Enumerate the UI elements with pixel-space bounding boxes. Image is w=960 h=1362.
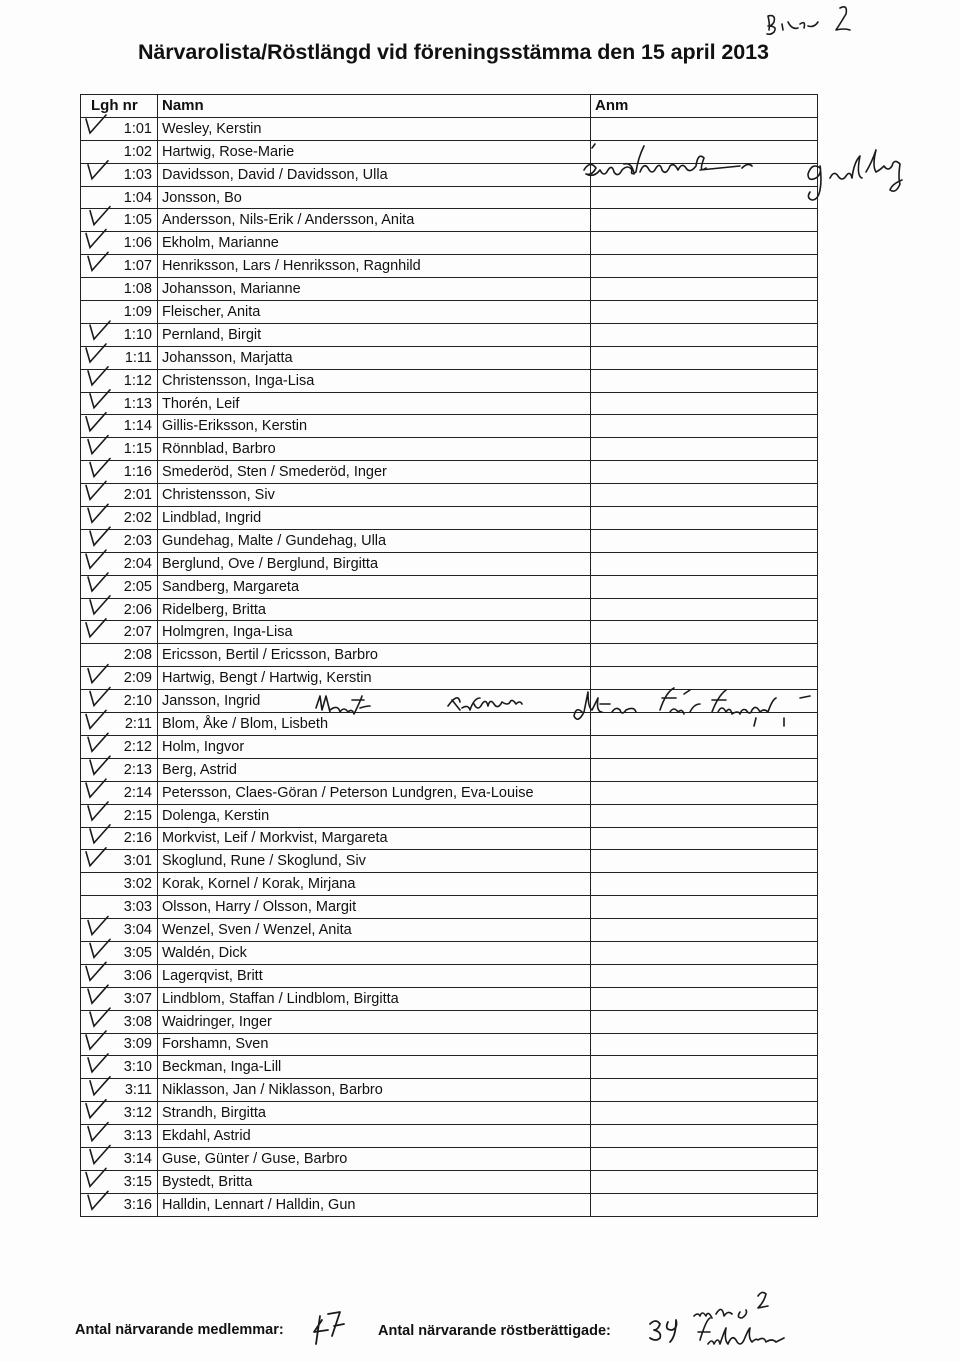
name-cell: Pernland, Birgit xyxy=(158,323,591,346)
lgh-nr-cell: 2:05 xyxy=(81,575,158,598)
lgh-nr-cell: 3:14 xyxy=(81,1147,158,1170)
lgh-nr-cell: 3:15 xyxy=(81,1170,158,1193)
anm-cell xyxy=(591,598,818,621)
column-header-namn: Namn xyxy=(158,95,591,118)
name-cell: Ericsson, Bertil / Ericsson, Barbro xyxy=(158,644,591,667)
table-row xyxy=(81,1170,818,1193)
table-row xyxy=(81,713,818,736)
table-row xyxy=(81,461,818,484)
name-cell: Lindblad, Ingrid xyxy=(158,507,591,530)
name-cell: Olsson, Harry / Olsson, Margit xyxy=(158,896,591,919)
page-title: Närvarolista/Röstlängd vid föreningsstämma den 15 april 2013 xyxy=(138,40,769,64)
anm-cell xyxy=(591,507,818,530)
anm-cell xyxy=(591,140,818,163)
anm-cell xyxy=(591,209,818,232)
table-row xyxy=(81,392,818,415)
name-cell: Gillis-Eriksson, Kerstin xyxy=(158,415,591,438)
anm-cell xyxy=(591,941,818,964)
anm-cell xyxy=(591,186,818,209)
anm-cell xyxy=(591,644,818,667)
name-cell: Christensson, Siv xyxy=(158,484,591,507)
name-cell: Skoglund, Rune / Skoglund, Siv xyxy=(158,850,591,873)
name-cell: Blom, Åke / Blom, Lisbeth xyxy=(158,713,591,736)
lgh-nr-cell: 1:16 xyxy=(81,461,158,484)
name-cell: Hartwig, Bengt / Hartwig, Kerstin xyxy=(158,667,591,690)
lgh-nr-cell: 3:07 xyxy=(81,987,158,1010)
lgh-nr-cell: 2:07 xyxy=(81,621,158,644)
table-row xyxy=(81,1125,818,1148)
anm-cell xyxy=(591,1102,818,1125)
table-row xyxy=(81,209,818,232)
name-cell: Jonsson, Bo xyxy=(158,186,591,209)
anm-cell xyxy=(591,552,818,575)
table-row xyxy=(81,781,818,804)
lgh-nr-cell: 3:12 xyxy=(81,1102,158,1125)
table-row xyxy=(81,987,818,1010)
name-cell: Dolenga, Kerstin xyxy=(158,804,591,827)
name-cell: Niklasson, Jan / Niklasson, Barbro xyxy=(158,1079,591,1102)
name-cell: Smederöd, Sten / Smederöd, Inger xyxy=(158,461,591,484)
anm-cell xyxy=(591,369,818,392)
lgh-nr-cell: 1:06 xyxy=(81,232,158,255)
name-cell: Waldén, Dick xyxy=(158,941,591,964)
lgh-nr-cell: 3:10 xyxy=(81,1056,158,1079)
table-row xyxy=(81,827,818,850)
lgh-nr-cell: 3:13 xyxy=(81,1125,158,1148)
table-row xyxy=(81,484,818,507)
table-row xyxy=(81,117,818,140)
lgh-nr-cell: 2:01 xyxy=(81,484,158,507)
lgh-nr-cell: 2:03 xyxy=(81,529,158,552)
anm-cell xyxy=(591,1125,818,1148)
anm-cell xyxy=(591,278,818,301)
anm-cell xyxy=(591,438,818,461)
table-row xyxy=(81,529,818,552)
anm-cell xyxy=(591,758,818,781)
name-cell: Strandh, Birgitta xyxy=(158,1102,591,1125)
lgh-nr-cell: 1:10 xyxy=(81,323,158,346)
anm-cell xyxy=(591,415,818,438)
name-cell: Ridelberg, Britta xyxy=(158,598,591,621)
lgh-nr-cell: 2:14 xyxy=(81,781,158,804)
name-cell: Christensson, Inga-Lisa xyxy=(158,369,591,392)
name-cell: Henriksson, Lars / Henriksson, Ragnhild xyxy=(158,255,591,278)
anm-cell xyxy=(591,1033,818,1056)
name-cell: Davidsson, David / Davidsson, Ulla xyxy=(158,163,591,186)
name-cell: Gundehag, Malte / Gundehag, Ulla xyxy=(158,529,591,552)
name-cell: Ekholm, Marianne xyxy=(158,232,591,255)
column-header-lgh-nr: Lgh nr xyxy=(81,95,158,118)
lgh-nr-cell: 2:13 xyxy=(81,758,158,781)
lgh-nr-cell: 1:04 xyxy=(81,186,158,209)
anm-cell xyxy=(591,232,818,255)
anm-cell xyxy=(591,735,818,758)
lgh-nr-cell: 3:08 xyxy=(81,1010,158,1033)
table-row xyxy=(81,1033,818,1056)
lgh-nr-cell: 1:15 xyxy=(81,438,158,461)
name-cell: Wenzel, Sven / Wenzel, Anita xyxy=(158,919,591,942)
name-cell: Johansson, Marjatta xyxy=(158,346,591,369)
table-row xyxy=(81,964,818,987)
table-row xyxy=(81,1193,818,1216)
name-cell: Holmgren, Inga-Lisa xyxy=(158,621,591,644)
anm-cell xyxy=(591,323,818,346)
name-cell: Fleischer, Anita xyxy=(158,301,591,324)
lgh-nr-cell: 2:09 xyxy=(81,667,158,690)
lgh-nr-cell: 2:16 xyxy=(81,827,158,850)
name-cell: Hartwig, Rose-Marie xyxy=(158,140,591,163)
anm-cell xyxy=(591,850,818,873)
lgh-nr-cell: 3:09 xyxy=(81,1033,158,1056)
anm-cell xyxy=(591,1170,818,1193)
name-cell: Guse, Günter / Guse, Barbro xyxy=(158,1147,591,1170)
anm-cell xyxy=(591,301,818,324)
lgh-nr-cell: 1:02 xyxy=(81,140,158,163)
table-row xyxy=(81,644,818,667)
lgh-nr-cell: 1:05 xyxy=(81,209,158,232)
lgh-nr-cell: 2:10 xyxy=(81,690,158,713)
anm-cell xyxy=(591,987,818,1010)
name-cell: Petersson, Claes-Göran / Peterson Lundgren, Eva-Louise xyxy=(158,781,591,804)
lgh-nr-cell: 1:13 xyxy=(81,392,158,415)
lgh-nr-cell: 1:07 xyxy=(81,255,158,278)
lgh-nr-cell: 3:01 xyxy=(81,850,158,873)
anm-handwritten-note-2 xyxy=(808,150,902,200)
name-cell: Halldin, Lennart / Halldin, Gun xyxy=(158,1193,591,1216)
name-cell: Thorén, Leif xyxy=(158,392,591,415)
table-row xyxy=(81,758,818,781)
table-row xyxy=(81,690,818,713)
anm-cell xyxy=(591,873,818,896)
name-cell: Berglund, Ove / Berglund, Birgitta xyxy=(158,552,591,575)
members-present-label: Antal närvarande medlemmar: xyxy=(75,1322,284,1338)
table-row xyxy=(81,552,818,575)
name-cell: Forshamn, Sven xyxy=(158,1033,591,1056)
corner-scribble xyxy=(767,7,850,34)
name-cell: Berg, Astrid xyxy=(158,758,591,781)
name-cell: Lindblom, Staffan / Lindblom, Birgitta xyxy=(158,987,591,1010)
lgh-nr-cell: 2:11 xyxy=(81,713,158,736)
table-row xyxy=(81,919,818,942)
anm-cell xyxy=(591,529,818,552)
table-row xyxy=(81,323,818,346)
anm-cell xyxy=(591,461,818,484)
anm-cell xyxy=(591,117,818,140)
anm-cell xyxy=(591,1193,818,1216)
anm-cell xyxy=(591,804,818,827)
table-row xyxy=(81,575,818,598)
anm-cell xyxy=(591,163,818,186)
lgh-nr-cell: 3:04 xyxy=(81,919,158,942)
table-row xyxy=(81,255,818,278)
lgh-nr-cell: 3:11 xyxy=(81,1079,158,1102)
table-row xyxy=(81,278,818,301)
lgh-nr-cell: 3:05 xyxy=(81,941,158,964)
anm-cell xyxy=(591,1056,818,1079)
table-row xyxy=(81,804,818,827)
table-header-row xyxy=(81,95,818,118)
table-row xyxy=(81,1056,818,1079)
table-row xyxy=(81,735,818,758)
anm-cell xyxy=(591,621,818,644)
name-cell: Waidringer, Inger xyxy=(158,1010,591,1033)
anm-cell xyxy=(591,964,818,987)
lgh-nr-cell: 2:02 xyxy=(81,507,158,530)
anm-cell xyxy=(591,575,818,598)
table-row xyxy=(81,163,818,186)
anm-cell xyxy=(591,781,818,804)
name-cell: Sandberg, Margareta xyxy=(158,575,591,598)
lgh-nr-cell: 1:12 xyxy=(81,369,158,392)
lgh-nr-cell: 2:06 xyxy=(81,598,158,621)
footer-handwritten-note xyxy=(694,1292,784,1344)
name-cell: Rönnblad, Barbro xyxy=(158,438,591,461)
table-row xyxy=(81,415,818,438)
table-row xyxy=(81,873,818,896)
anm-cell xyxy=(591,1147,818,1170)
lgh-nr-cell: 1:01 xyxy=(81,117,158,140)
voters-count-handwritten xyxy=(650,1320,677,1342)
name-cell: Lagerqvist, Britt xyxy=(158,964,591,987)
attendance-table-body xyxy=(81,117,818,1216)
lgh-nr-cell: 3:06 xyxy=(81,964,158,987)
name-cell: Bystedt, Britta xyxy=(158,1170,591,1193)
members-count-handwritten xyxy=(314,1312,344,1344)
table-row xyxy=(81,186,818,209)
table-row xyxy=(81,232,818,255)
lgh-nr-cell: 1:14 xyxy=(81,415,158,438)
attendance-table xyxy=(80,94,818,1217)
anm-cell xyxy=(591,255,818,278)
name-cell: Holm, Ingvor xyxy=(158,735,591,758)
anm-cell xyxy=(591,919,818,942)
name-cell: Korak, Kornel / Korak, Mirjana xyxy=(158,873,591,896)
lgh-nr-cell: 2:12 xyxy=(81,735,158,758)
table-row xyxy=(81,346,818,369)
anm-cell xyxy=(591,667,818,690)
lgh-nr-cell: 1:08 xyxy=(81,278,158,301)
table-row xyxy=(81,1102,818,1125)
name-cell: Morkvist, Leif / Morkvist, Margareta xyxy=(158,827,591,850)
table-row xyxy=(81,438,818,461)
lgh-nr-cell: 2:08 xyxy=(81,644,158,667)
table-row xyxy=(81,598,818,621)
lgh-nr-cell: 2:04 xyxy=(81,552,158,575)
table-row xyxy=(81,507,818,530)
name-cell: Wesley, Kerstin xyxy=(158,117,591,140)
lgh-nr-cell: 1:11 xyxy=(81,346,158,369)
table-row xyxy=(81,140,818,163)
name-cell: Andersson, Nils-Erik / Andersson, Anita xyxy=(158,209,591,232)
anm-cell xyxy=(591,713,818,736)
table-row xyxy=(81,369,818,392)
anm-cell xyxy=(591,827,818,850)
anm-cell xyxy=(591,1010,818,1033)
table-row xyxy=(81,1079,818,1102)
lgh-nr-cell: 3:03 xyxy=(81,896,158,919)
anm-cell xyxy=(591,896,818,919)
table-row xyxy=(81,941,818,964)
lgh-nr-cell: 3:16 xyxy=(81,1193,158,1216)
lgh-nr-cell: 3:02 xyxy=(81,873,158,896)
anm-cell xyxy=(591,346,818,369)
name-cell: Johansson, Marianne xyxy=(158,278,591,301)
anm-cell xyxy=(591,392,818,415)
table-row xyxy=(81,667,818,690)
table-row xyxy=(81,1147,818,1170)
anm-cell xyxy=(591,484,818,507)
lgh-nr-cell: 1:09 xyxy=(81,301,158,324)
name-cell: Jansson, Ingrid xyxy=(158,690,591,713)
voters-present-label: Antal närvarande röstberättigade: xyxy=(378,1323,611,1339)
table-row xyxy=(81,850,818,873)
anm-cell xyxy=(591,690,818,713)
column-header-anm: Anm xyxy=(591,95,818,118)
lgh-nr-cell: 1:03 xyxy=(81,163,158,186)
table-row xyxy=(81,1010,818,1033)
name-cell: Beckman, Inga-Lill xyxy=(158,1056,591,1079)
anm-cell xyxy=(591,1079,818,1102)
name-cell: Ekdahl, Astrid xyxy=(158,1125,591,1148)
table-row xyxy=(81,896,818,919)
table-row xyxy=(81,301,818,324)
lgh-nr-cell: 2:15 xyxy=(81,804,158,827)
table-row xyxy=(81,621,818,644)
